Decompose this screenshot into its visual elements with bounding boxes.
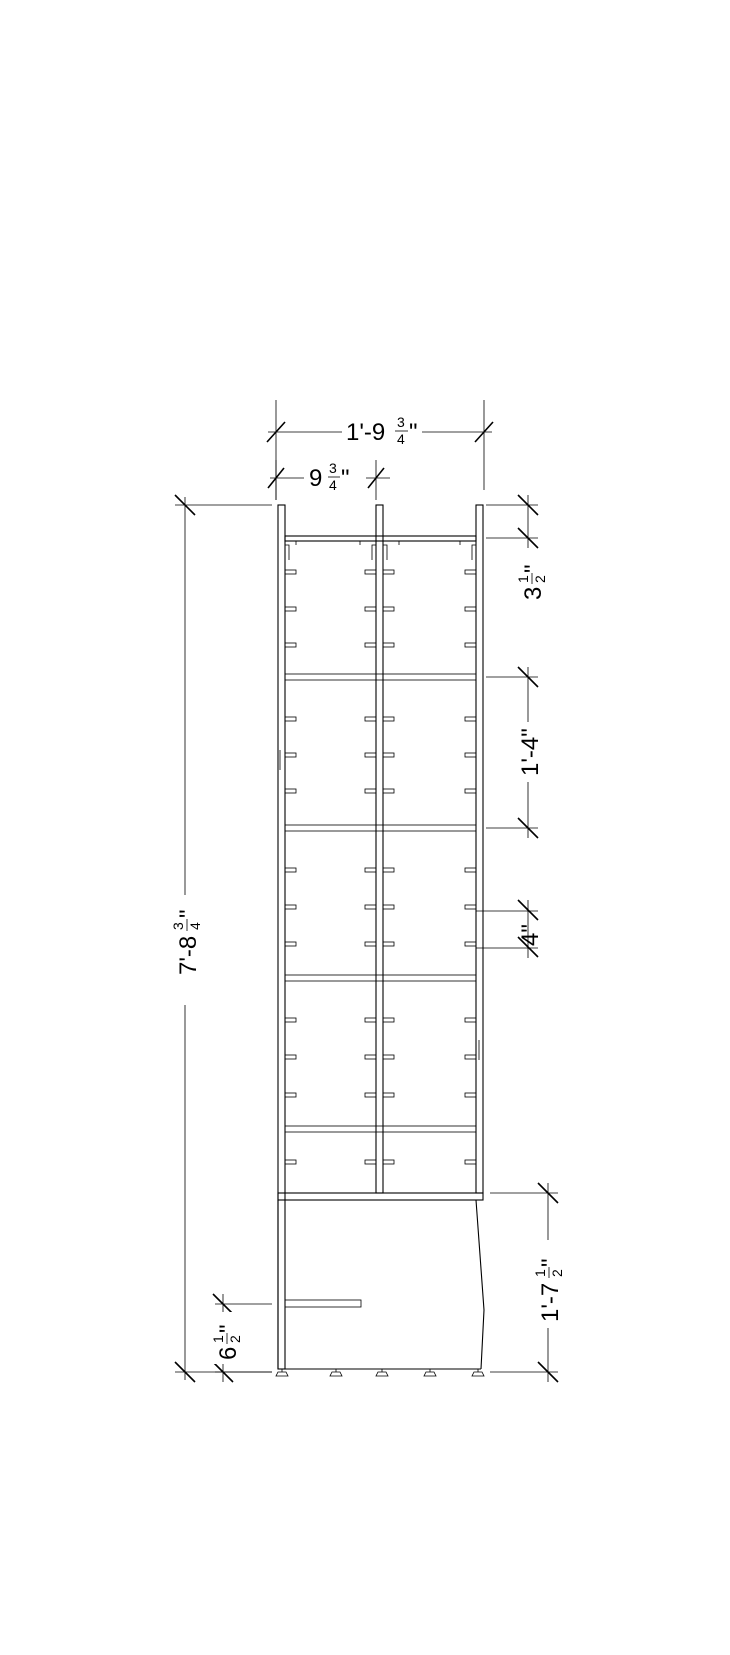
shelf-pin-hole [383,942,394,946]
shelf-pin-hole [365,868,376,872]
shelf-pin-hole [465,1093,476,1097]
shelf-pin-hole [285,868,296,872]
top-bracket-right [460,541,476,560]
shelf-pin-hole [383,1093,394,1097]
dim-shelf-spacing [486,667,544,838]
toe-kick-whole: 6 [215,1346,242,1360]
shelf-pin-hole [383,1018,394,1022]
shelf-pin-hole [383,868,394,872]
top-gap-whole: 3 [520,586,547,600]
top-gap-den: 2 [532,575,548,583]
base-top-rail [278,1193,483,1200]
shelf-pin-hole [285,789,296,793]
bay-width-den: 4 [329,477,337,493]
shelf-pin-hole [383,717,394,721]
shelf-pin-hole [285,1055,296,1059]
shelf-pin-hole [365,717,376,721]
shelf-pin-hole [365,905,376,909]
base-drawer-handle [285,1300,361,1307]
shelf-pin-hole [383,607,394,611]
shelf-pin-hole [465,1018,476,1022]
base-height-den: 2 [549,1269,565,1277]
overall-height-whole: 7'-8 [175,935,202,975]
shelf-pin-hole [465,868,476,872]
shelf-pin-hole [465,1160,476,1164]
shelf-pin-hole [285,1018,296,1022]
leveling-foot [424,1369,436,1376]
shelf-pin-hole [383,643,394,647]
shelf-pin-hole [465,789,476,793]
top-bracket-left [285,541,296,560]
shelf-pin-hole [365,942,376,946]
shelf-pin-hole [365,1055,376,1059]
leveling-foot [472,1369,484,1376]
overall-width-whole: 1'-9 [346,419,386,446]
overall-width-unit: " [409,419,418,446]
shelf-pin-hole [383,753,394,757]
overall-width-num: 3 [397,414,405,430]
shelf-pin-hole [465,905,476,909]
toe-kick-den: 2 [227,1335,243,1343]
dim-base-height [490,1183,565,1382]
shelf-pin-hole [285,643,296,647]
shelf-pin-hole [383,905,394,909]
shelf-pin-hole [465,753,476,757]
shelf-pin-hole [365,1160,376,1164]
toe-kick-num: 1 [210,1335,226,1343]
shelf-pin-hole [285,1093,296,1097]
shelf-spacing-label: 1'-4" [517,728,544,776]
base-height-whole: 1'-7 [537,1282,564,1322]
top-gap-unit: " [520,564,547,573]
top-bracket-center-left [360,541,376,560]
dimensions [170,400,565,1382]
top-rail [285,536,476,541]
shelf-pin-hole [365,570,376,574]
shelf-pin-hole [383,1160,394,1164]
shelf-pin-hole [365,643,376,647]
dim-top-gap [486,495,548,600]
shelf-pin-hole [465,570,476,574]
shelf-pin-hole [465,942,476,946]
bay-width-num: 3 [329,460,337,476]
shelf-pin-hole [285,607,296,611]
top-bracket-center-right [383,541,399,560]
shelves [285,674,476,1132]
shelf-pin-hole [365,1018,376,1022]
shelf-pin-hole [465,607,476,611]
leveling-feet [276,1369,484,1376]
overall-height-num: 3 [170,922,186,930]
shelf-1 [285,674,476,680]
dim-bay-width [268,460,390,500]
shelf-pin-hole [285,905,296,909]
overall-width-den: 4 [397,431,405,447]
leveling-foot [376,1369,388,1376]
left-side-post [278,505,285,1369]
shelf-pin-hole [365,753,376,757]
dim-overall-width [267,400,493,500]
shelf-pin-hole [365,789,376,793]
dim-toe-kick [210,1294,272,1382]
shelf-pin-hole [465,643,476,647]
shelf-pin-hole [383,570,394,574]
shelf-pin-holes [285,570,476,1164]
bay-width-whole: 9 [309,465,323,492]
shelf-3 [285,975,476,981]
leveling-foot [330,1369,342,1376]
base-height-unit: " [537,1258,564,1267]
shelf-pin-hole [383,1055,394,1059]
base-height-num: 1 [532,1269,548,1277]
shelf-pin-hole [365,1093,376,1097]
shelf-pin-hole [465,717,476,721]
shelf-pin-hole [383,789,394,793]
toe-kick-unit: " [215,1324,242,1333]
dim-pin-spacing [476,900,544,958]
center-divider [376,505,383,1193]
shelf-2 [285,825,476,831]
base-cabinet-outline [278,1200,484,1369]
shelf-pin-hole [285,753,296,757]
top-gap-num: 1 [515,575,531,583]
shelf-pin-hole [285,717,296,721]
shelf-pin-hole [365,607,376,611]
shelf-pin-hole [285,942,296,946]
bay-width-unit: " [341,465,350,492]
shelf-pin-hole [465,1055,476,1059]
overall-height-unit: " [175,909,202,918]
dim-overall-height [170,495,272,1382]
cabinet-elevation [276,505,484,1376]
shelf-4 [285,1126,476,1132]
pin-spacing-label: 4" [517,924,544,946]
shelf-pin-hole [285,570,296,574]
leveling-foot [276,1369,288,1376]
right-side-post [476,505,483,1193]
shelf-pin-hole [285,1160,296,1164]
overall-height-den: 4 [187,922,203,930]
